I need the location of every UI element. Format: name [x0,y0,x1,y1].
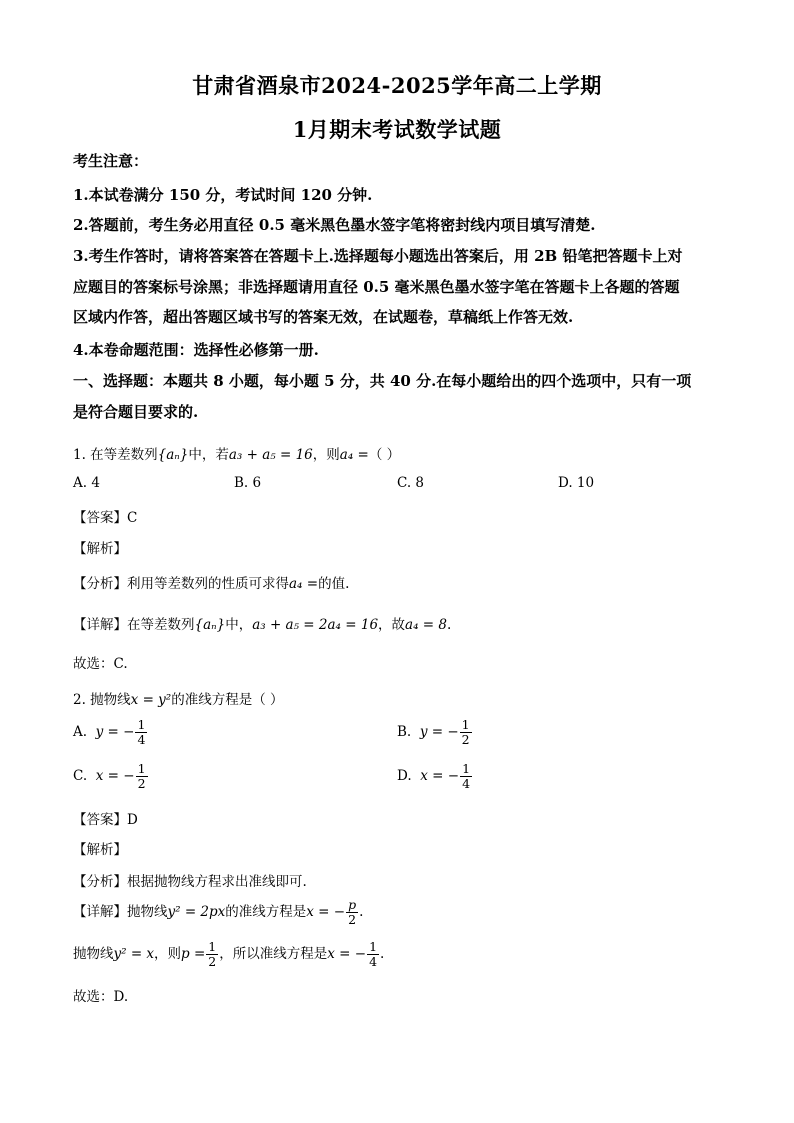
q2-line2-x-den: 4 [369,954,378,969]
q1-fenxi-text: 利用等差数列的性质可求得 [127,576,289,592]
q1-option-b: B. 6 [234,475,262,491]
question-1-stem [73,443,400,463]
section-1-line-2: 是符合题目要求的. [73,403,199,421]
q2-option-d-num: 1 [462,761,471,776]
q1-detail-label: 【详解】 [73,617,127,633]
q2-detail-eq: y² = 2px [167,904,226,920]
q2-option-c-lhs: x = − [95,768,135,784]
q2-analysis-label: 【解析】 [73,842,127,858]
q2-line2-end: . [380,946,385,962]
q2-suffix: 的准线方程是（ ） [171,692,284,708]
q1-mid: 中，若 [188,447,229,463]
q1-answer [73,506,137,526]
q1-answer-label: 【答案】 [73,510,127,526]
question-2-stem [73,688,284,708]
q2-option-c-num: 1 [137,761,146,776]
q2-option-d-label: D. [397,768,412,784]
q2-answer [73,808,138,828]
q1-detail-text3: ，故 [378,617,406,633]
q1-ask: a₄ = [339,447,369,463]
notice-heading: 考生注意： [73,152,149,170]
q1-detail-end: . [447,617,452,633]
q2-option-d-frac [460,762,472,791]
q1-fenxi-var: a₄ = [289,576,319,592]
q2-fenxi [73,870,307,890]
q2-answer-label: 【答案】 [73,812,127,828]
title-line-1: 甘肃省酒泉市2024-2025学年高二上学期 [192,73,602,98]
q2-line2-eq3: x = − [327,946,367,962]
q1-fenxi [73,572,349,592]
q2-option-a-num: 1 [137,717,146,732]
notice-item-3-line-2: 应题目的答案标号涂黑；非选择题请用直径 0.5 毫米黑色墨水签字笔在答题卡上各题的答题 [73,278,680,296]
q2-conclusion: 故选：D. [73,989,129,1005]
q2-prefix: 2. 抛物线 [73,692,131,708]
q2-option-b-frac [460,718,472,747]
q1-fenxi-label: 【分析】 [73,576,127,592]
q1-answer-value: C [127,510,138,526]
q2-detail-line-2 [73,940,384,969]
q2-detail-frac [346,898,358,927]
q2-option-c-den: 2 [137,776,146,791]
q2-fenxi-text: 根据抛物线方程求出准线即可. [127,874,307,890]
q2-eq: x = y² [130,692,172,708]
q2-option-d-lhs: x = − [420,768,460,784]
q1-option-c: C. 8 [397,475,425,491]
q1-prefix: 1. 在等差数列 [73,447,158,463]
q1-option-d: D. 10 [558,475,595,491]
q2-line2-text: 抛物线 [73,946,114,962]
q2-option-d-den: 4 [462,776,471,791]
q2-detail-frac-num: p [348,897,357,912]
notice-item-4: 4.本卷命题范围：选择性必修第一册. [73,341,319,359]
q2-option-a-lhs: y = − [95,724,135,740]
q2-option-a [73,718,148,747]
q1-detail-eq2: a₄ = 8 [405,617,447,633]
q1-condition: a₃ + a₅ = 16 [228,447,313,463]
q2-line2-eq: y² = x [113,946,155,962]
q2-line2-x-num: 1 [369,939,378,954]
q2-line2-text2: ，则 [154,946,182,962]
q1-detail-eq: a₃ + a₅ = 2a₄ = 16 [252,617,379,633]
q2-answer-value: D [127,812,138,828]
q1-fenxi-tail: 的值. [318,576,350,592]
q1-seq: {aₙ} [157,447,189,463]
q2-fenxi-label: 【分析】 [73,874,127,890]
q2-option-b-label: B. [397,724,412,740]
q2-option-c-frac [136,762,148,791]
q2-detail-eq2: x = − [306,904,346,920]
section-1-line-1: 一、选择题：本题共 8 小题，每小题 5 分，共 40 分.在每小题给出的四个选项中，只有一项 [73,372,692,390]
q2-option-a-den: 4 [137,732,146,747]
q2-option-b-lhs: y = − [419,724,459,740]
q1-detail-text: 在等差数列 [127,617,195,633]
q2-option-d [397,762,473,791]
q2-option-a-frac [135,718,147,747]
q2-detail-frac-den: 2 [348,912,357,927]
notice-item-3-line-1: 3.考生作答时，请将答案答在答题卡上.选择题每小题选出答案后，用 2B 铅笔把答题卡上对 [73,247,683,265]
q2-detail-text: 抛物线 [127,904,168,920]
q2-line2-p-num: 1 [208,939,217,954]
q1-detail-text2: 中， [225,617,253,633]
notice-item-3-line-3: 区域内作答，超出答题区域书写的答案无效，在试题卷，草稿纸上作答无效. [73,308,574,326]
q2-detail-text2: 的准线方程是 [225,904,307,920]
q2-detail [73,898,363,927]
q2-option-b-num: 1 [461,717,470,732]
q1-conclusion: 故选：C. [73,656,128,672]
q2-option-c-label: C. [73,768,88,784]
q2-option-b-den: 2 [461,732,470,747]
q2-option-c [73,762,149,791]
q1-suffix: （ ） [368,447,401,463]
q1-mid2: ，则 [312,447,340,463]
q2-line2-text3: ，所以准线方程是 [219,946,328,962]
notice-item-2: 2.答题前，考生务必用直径 0.5 毫米黑色墨水签字笔将密封线内项目填写清楚. [73,216,596,234]
q2-option-a-label: A. [73,724,88,740]
q1-detail-seq: {aₙ} [194,617,226,633]
q1-detail [73,613,451,633]
q2-line2-frac-x [367,940,379,969]
q2-detail-label: 【详解】 [73,904,127,920]
q2-line2-frac-p [206,940,218,969]
q1-option-a: A. 4 [73,475,100,491]
q2-line2-eq2: p = [181,946,206,962]
q2-line2-p-den: 2 [208,954,217,969]
title-line-2: 1月期末考试数学试题 [292,117,502,142]
q2-detail-end: . [359,904,364,920]
q1-analysis-label: 【解析】 [73,541,127,557]
q2-option-b [397,718,473,747]
notice-item-1: 1.本试卷满分 150 分，考试时间 120 分钟. [73,186,373,204]
